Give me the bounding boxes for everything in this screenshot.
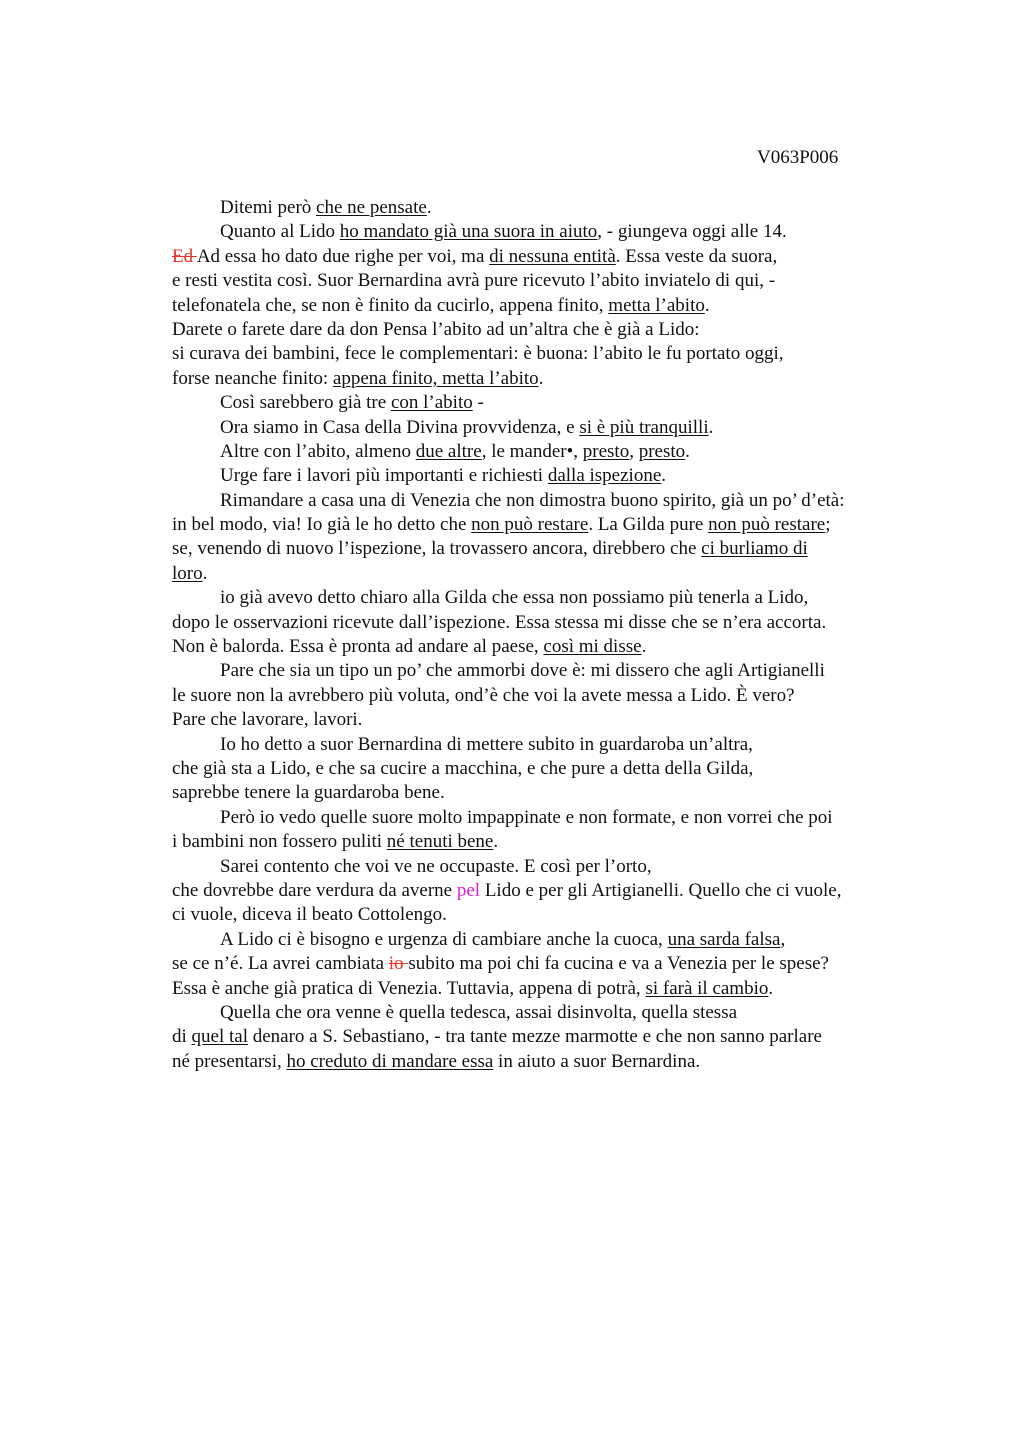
underlined-text: una sarda falsa bbox=[667, 928, 781, 950]
text-run: , - giungeva oggi alle 14. bbox=[597, 221, 787, 243]
text-run: . bbox=[768, 977, 774, 999]
text-run: dopo le osservazioni ricevute dall’ispezione. Essa stessa mi disse che se n’era accorta. bbox=[172, 611, 827, 633]
deleted-text: Ed bbox=[172, 245, 197, 267]
text-line bbox=[172, 269, 952, 293]
text-line bbox=[172, 708, 952, 732]
text-line bbox=[172, 781, 952, 805]
text-run: che dovrebbe dare verdura da averne bbox=[172, 879, 457, 901]
text-run: saprebbe tenere la guardaroba bene. bbox=[172, 782, 445, 804]
underlined-text: due altre bbox=[415, 440, 482, 462]
text-run: ; bbox=[825, 514, 831, 536]
text-run: Ad essa ho dato due righe per voi, ma bbox=[196, 245, 490, 267]
text-line bbox=[172, 855, 952, 879]
text-line bbox=[172, 537, 952, 561]
text-line bbox=[172, 928, 952, 952]
underlined-text: si farà il cambio bbox=[645, 977, 769, 999]
text-run: i bambini non fossero puliti bbox=[172, 831, 387, 853]
underlined-text: si è più tranquilli bbox=[579, 416, 709, 438]
text-line bbox=[172, 659, 952, 683]
text-run: forse neanche finito: bbox=[172, 367, 333, 389]
text-run: Darete o farete dare da don Pensa l’abito ad un’altra che è già a Lido: bbox=[172, 318, 700, 340]
text-line bbox=[172, 1001, 952, 1025]
text-run: telefonatela che, se non è finito da cucirlo, appena finito, bbox=[172, 294, 609, 316]
text-line bbox=[172, 757, 952, 781]
deleted-text: io bbox=[388, 953, 409, 975]
text-line bbox=[172, 977, 952, 1001]
text-line bbox=[172, 513, 952, 537]
text-line bbox=[172, 489, 952, 513]
text-run: Quanto al Lido bbox=[220, 221, 340, 243]
text-run: se, venendo di nuovo l’ispezione, la trovassero ancora, direbbero che bbox=[172, 538, 702, 560]
text-run: e resti vestita così. Suor Bernardina avrà pure ricevuto l’abito inviatelo di qui, - bbox=[172, 270, 776, 292]
text-line bbox=[172, 1025, 952, 1049]
text-run: . bbox=[426, 197, 432, 218]
text-line bbox=[172, 830, 952, 854]
text-run: le suore non la avrebbero più voluta, ond’è che voi la avete messa a Lido. È vero? bbox=[172, 684, 795, 706]
page-id: V063P006 bbox=[757, 147, 839, 168]
text-run: . bbox=[538, 367, 544, 389]
text-run: Essa è anche già pratica di Venezia. Tuttavia, appena di potrà, bbox=[172, 977, 646, 999]
text-line bbox=[172, 342, 952, 366]
highlighted-text: pel bbox=[456, 879, 481, 901]
underlined-text: appena finito, metta l’abito bbox=[332, 367, 539, 389]
text-line bbox=[172, 1050, 952, 1074]
text-run: di bbox=[172, 1026, 192, 1048]
text-run: . bbox=[641, 636, 647, 658]
text-line bbox=[172, 806, 952, 830]
underlined-text: ho mandato già una suora in aiuto bbox=[339, 221, 598, 243]
text-line bbox=[172, 611, 952, 635]
text-run: . bbox=[661, 465, 667, 487]
underlined-text: né tenuti bene bbox=[386, 831, 494, 853]
text-line bbox=[172, 294, 952, 318]
text-line bbox=[172, 464, 952, 488]
text-run: Quella che ora venne è quella tedesca, assai disinvolta, quella stessa bbox=[220, 1001, 738, 1023]
underlined-text: metta l’abito bbox=[608, 294, 705, 316]
text-run: . bbox=[202, 562, 208, 584]
text-line bbox=[172, 586, 952, 610]
text-line bbox=[172, 684, 952, 708]
text-run: denaro a S. Sebastiano, - tra tante mezze marmotte e che non sanno parlare bbox=[247, 1026, 822, 1048]
text-run: Altre con l’abito, almeno bbox=[220, 440, 416, 462]
underlined-text: che ne pensate bbox=[316, 197, 427, 218]
text-line bbox=[172, 220, 952, 244]
text-run: . bbox=[708, 416, 714, 438]
text-run: Io ho detto a suor Bernardina di mettere subito in guardaroba un’altra, bbox=[220, 733, 753, 755]
text-line bbox=[172, 245, 952, 269]
text-run: Pare che lavorare, lavori. bbox=[172, 709, 363, 731]
text-run: né presentarsi, bbox=[172, 1050, 287, 1072]
text-run: , bbox=[780, 928, 786, 950]
underlined-text: di nessuna entità bbox=[489, 245, 616, 267]
text-run: - bbox=[472, 392, 484, 414]
text-run: subito ma poi chi fa cucina e va a Venezia per le spese? bbox=[408, 953, 829, 975]
text-run: , bbox=[629, 440, 639, 462]
text-run: ci vuole, diceva il beato Cottolengo. bbox=[172, 904, 447, 926]
text-run: . Essa veste da suora, bbox=[615, 245, 778, 267]
text-run: Ora siamo in Casa della Divina provvidenza, e bbox=[220, 416, 580, 438]
text-line bbox=[172, 391, 952, 415]
text-run: . bbox=[704, 294, 710, 316]
underlined-text: così mi disse bbox=[543, 636, 642, 658]
text-run: Urge fare i lavori più importanti e richiesti bbox=[220, 465, 548, 487]
underlined-text: ho creduto di mandare essa bbox=[286, 1050, 494, 1072]
underlined-text: ci burliamo di bbox=[701, 538, 808, 560]
text-run: Pare che sia un tipo un po’ che ammorbi dove è: mi dissero che agli Artigianelli bbox=[220, 660, 825, 682]
underlined-text: con l’abito bbox=[390, 392, 473, 414]
underlined-text: presto bbox=[582, 440, 630, 462]
text-run: si curava dei bambini, fece le complementari: è buona: l’abito le fu portato oggi, bbox=[172, 343, 784, 365]
underlined-text: dalla ispezione bbox=[547, 465, 662, 487]
text-line bbox=[172, 440, 952, 464]
text-run: Però io vedo quelle suore molto impappinate e non formate, e non vorrei che poi bbox=[220, 806, 833, 828]
text-line bbox=[172, 367, 952, 391]
text-line bbox=[172, 879, 952, 903]
text-run: , le mander•, bbox=[481, 440, 583, 462]
text-line bbox=[172, 416, 952, 440]
text-line bbox=[172, 635, 952, 659]
text-line bbox=[172, 952, 952, 976]
underlined-text: non può restare bbox=[471, 514, 589, 536]
text-run: in bel modo, via! Io già le ho detto che bbox=[172, 514, 472, 536]
text-line bbox=[172, 196, 952, 220]
underlined-text: quel tal bbox=[191, 1026, 248, 1048]
text-run: A Lido ci è bisogno e urgenza di cambiare anche la cuoca, bbox=[220, 928, 668, 950]
text-line bbox=[172, 733, 952, 757]
text-run: Non è balorda. Essa è pronta ad andare al paese, bbox=[172, 636, 544, 658]
text-run: . La Gilda pure bbox=[588, 514, 709, 536]
underlined-text: non può restare bbox=[708, 514, 826, 536]
document-body bbox=[172, 196, 952, 1074]
text-run: . bbox=[493, 831, 499, 853]
text-run: Lido e per gli Artigianelli. Quello che ci vuole, bbox=[480, 879, 842, 901]
text-line bbox=[172, 903, 952, 927]
text-run: . bbox=[685, 440, 690, 462]
text-line bbox=[172, 318, 952, 342]
text-run: che già sta a Lido, e che sa cucire a macchina, e che pure a detta della Gilda, bbox=[172, 757, 754, 779]
text-run: Così sarebbero già tre bbox=[220, 392, 391, 414]
text-run: Sarei contento che voi ve ne occupaste. E così per l’orto, bbox=[220, 855, 652, 877]
underlined-text: loro bbox=[172, 562, 203, 584]
underlined-text: presto bbox=[638, 440, 686, 462]
text-run: se ce n’é. La avrei cambiata bbox=[172, 953, 389, 975]
text-run: io già avevo detto chiaro alla Gilda che essa non possiamo più tenerla a Lido, bbox=[220, 587, 809, 609]
text-run: Rimandare a casa una di Venezia che non dimostra buono spirito, già un po’ d’età: bbox=[220, 489, 845, 511]
text-run: Ditemi però bbox=[220, 197, 317, 218]
text-run: in aiuto a suor Bernardina. bbox=[493, 1050, 701, 1072]
text-line bbox=[172, 562, 952, 586]
